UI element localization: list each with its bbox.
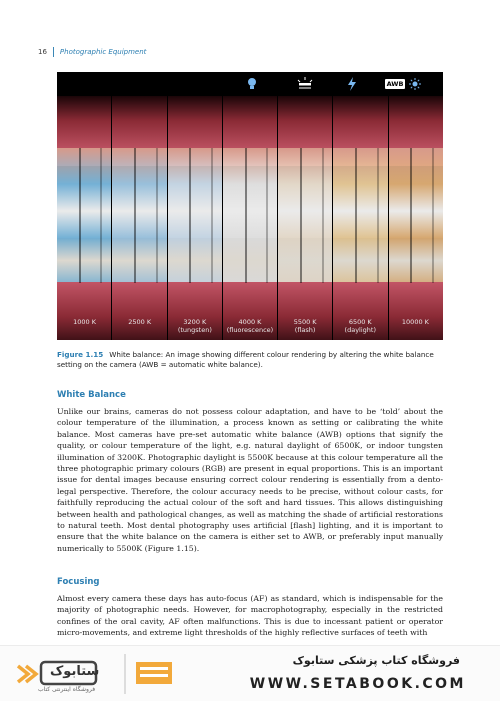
paragraph-white-balance: Unlike our brains, cameras do not possess colour adaptation, and have to be ‘told’ about the colour temperature of the illumination, a process known as setting or calibrating the white balance. Most cameras have pre-set automatic white balance (AWB) options that signify the quality, or colour temperature of the light, e.g. natural daylight of 6500K, or indoor tungsten illumination of 3200K. Photographic daylight is 5500K because at this colour temperature all the three photographic primary colours (RGB) are present in equal proportions. This is an important issue for dental images because ensuring correct colour rendering is essentially from a dento-legal perspective. Therefore, the colour accuracy needs to be precise, without colour casts, for faithfully reproducing the actual colour of the soft and hard tissues. This allows distinguishing between health and pathological changes, as well as matching the shade of artificial restorations to natural teeth. Most dental photography uses artificial [flash] lighting, and it is important to ensure that the white balance on the camera is either set to AWB, or preferably input manually numerically to 5500K (Figure 1.15). xyxy=(57,407,443,553)
sun-icon xyxy=(409,75,421,94)
kelvin-value: 3200 K xyxy=(183,318,207,326)
kelvin-value: 5500 K xyxy=(293,318,317,326)
running-title: Photographic Equipment xyxy=(59,48,147,56)
teeth-photo-strips xyxy=(57,96,443,340)
kelvin-value: 6500 K xyxy=(348,318,372,326)
caption-text: White balance: An image showing different colour rendering by altering the white balance setting on the camera (AWB = automatic white balance). xyxy=(57,350,434,369)
logo-wordmark: ستابوک xyxy=(50,664,100,679)
white-balance-figure xyxy=(57,72,443,340)
lightbulb-icon xyxy=(243,75,261,93)
setabook-logo[interactable] xyxy=(14,654,204,694)
kelvin-label xyxy=(333,318,388,334)
kelvin-value: 2500 K xyxy=(128,318,152,326)
flash-icon xyxy=(343,75,361,93)
kelvin-value: 4000 K xyxy=(238,318,262,326)
kelvin-labels xyxy=(57,318,443,334)
kelvin-value: 1000 K xyxy=(73,318,96,326)
awb-icon: AWB xyxy=(386,80,404,88)
heading-focusing: Focusing xyxy=(57,577,100,587)
heading-white-balance: White Balance xyxy=(57,390,126,400)
kelvin-label xyxy=(388,318,443,334)
kelvin-label xyxy=(57,318,112,334)
awb-group xyxy=(383,75,423,93)
logo-subtitle: فروشگاه اینترنتی کتاب xyxy=(38,686,96,693)
photo-strip xyxy=(333,96,388,340)
light-source-name: (flash) xyxy=(294,326,316,334)
photo-strip xyxy=(168,96,223,340)
page-number: 16 xyxy=(38,47,54,57)
fluorescent-icon xyxy=(296,75,314,93)
figure-caption xyxy=(57,350,449,370)
kelvin-label xyxy=(222,318,277,334)
kelvin-label xyxy=(278,318,333,334)
light-source-name: (tungsten) xyxy=(177,326,212,334)
kelvin-value: 10000 K xyxy=(401,318,429,326)
photo-strip xyxy=(223,96,278,340)
photo-strip xyxy=(389,96,443,340)
photo-strip xyxy=(278,96,333,340)
shop-name: فروشگاه کتاب پزشکی ستابوک xyxy=(292,654,460,667)
paragraph-focusing: Almost every camera these days has auto-focus (AF) as standard, which is indispensable for the majority of photographic needs. However, for macrophotography, especially in the restricted confines of the oral cavity, AF often malfunctions. This is due to incessant patient or operator micro-movements, and extreme light thresholds of the highly reflective surfaces of teeth with xyxy=(57,594,443,638)
running-header xyxy=(38,46,146,58)
kelvin-label xyxy=(112,318,167,334)
photo-strip xyxy=(112,96,167,340)
light-source-name: (fluorescence) xyxy=(226,326,274,334)
figure-label: Figure 1.15 xyxy=(57,350,104,359)
photo-strip xyxy=(57,96,112,340)
kelvin-label xyxy=(167,318,222,334)
light-source-name: (daylight) xyxy=(344,326,376,334)
setabook-banner xyxy=(0,645,500,701)
website-link[interactable]: WWW.SETABOOK.COM xyxy=(249,676,466,692)
